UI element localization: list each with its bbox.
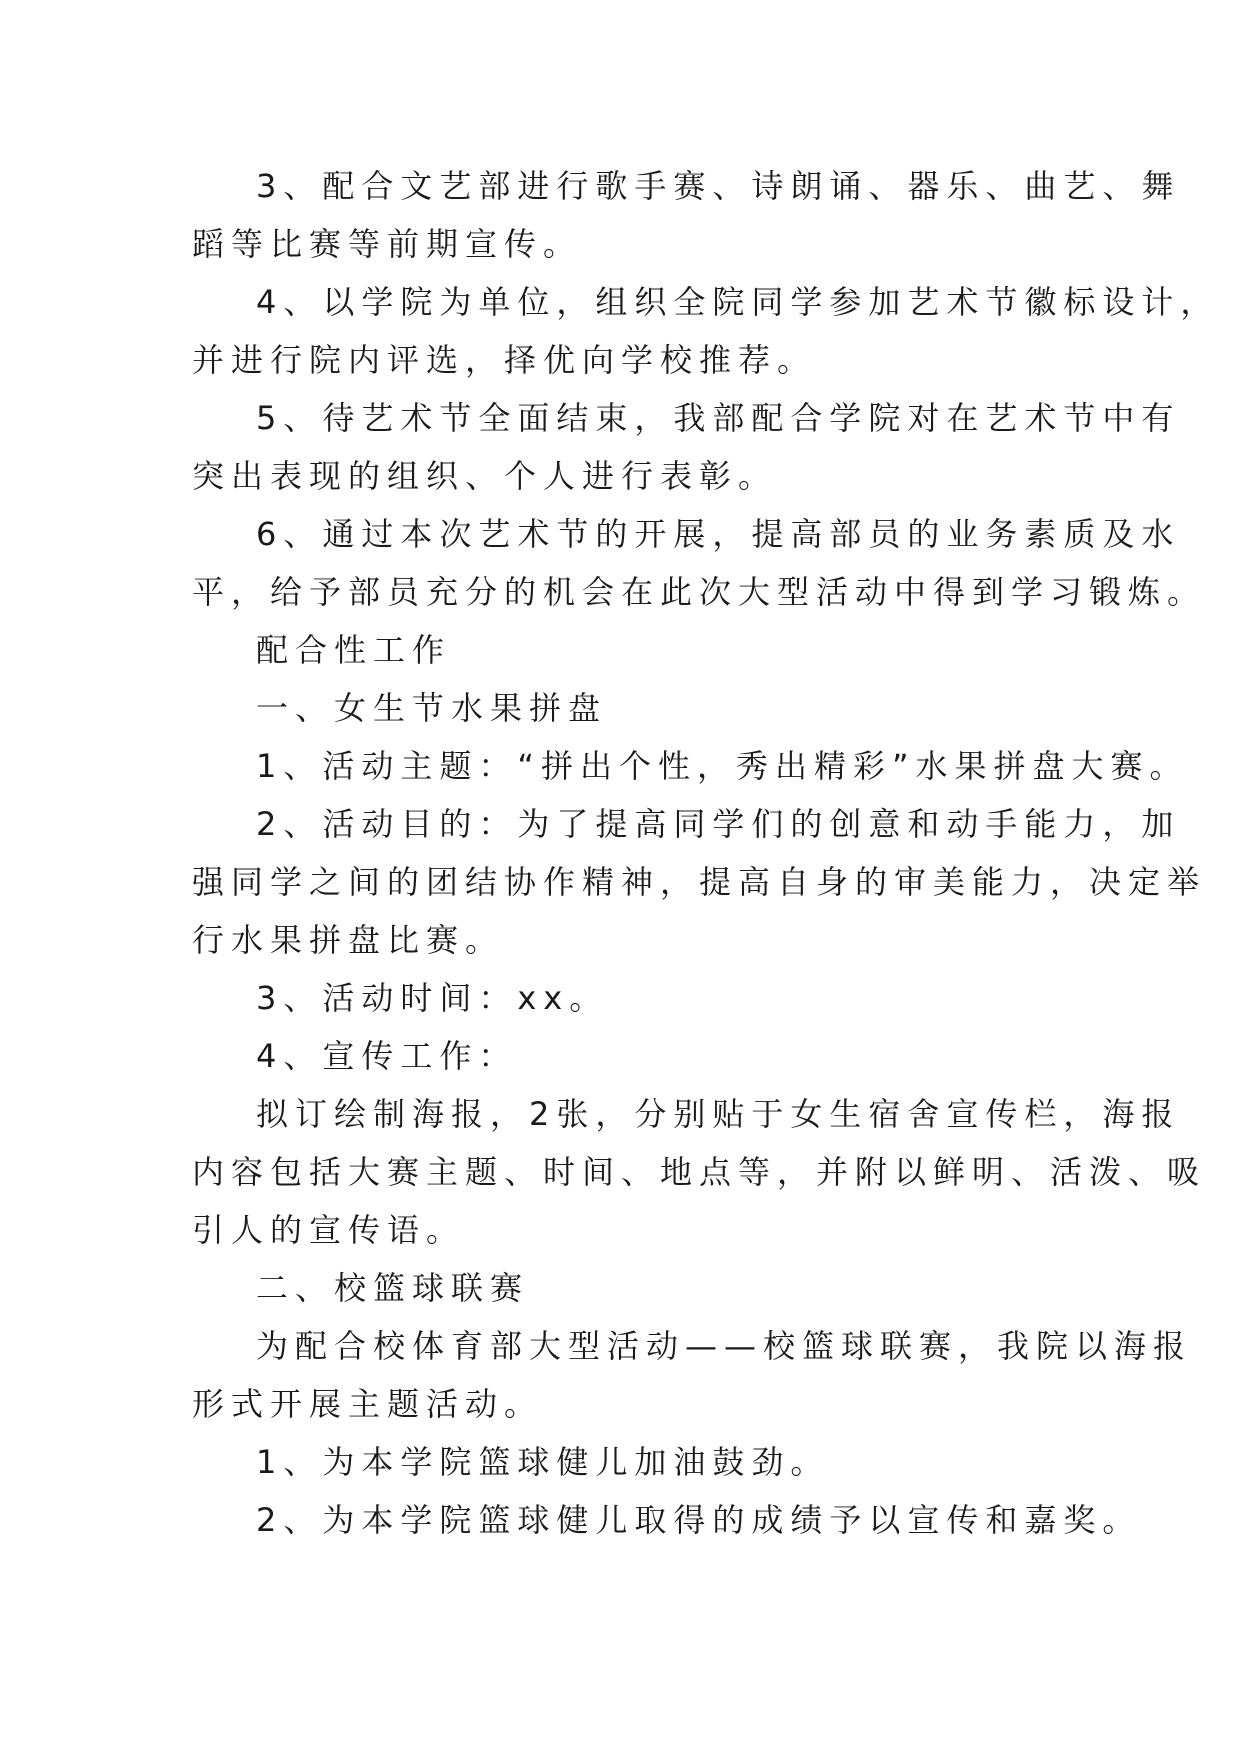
section-heading: 二、校篮球联赛 — [256, 1269, 530, 1307]
paragraph-line: 为配合校体育部大型活动——校篮球联赛，我院以海报 — [256, 1327, 1193, 1365]
paragraph-line: 拟订绘制海报，2张，分别贴于女生宿舍宣传栏，海报 — [256, 1095, 1181, 1133]
paragraph-line: 4、宣传工作： — [256, 1037, 518, 1075]
paragraph-line: 3、配合文艺部进行歌手赛、诗朗诵、器乐、曲艺、舞 — [256, 167, 1181, 205]
paragraph-line: 平，给予部员充分的机会在此次大型活动中得到学习锻炼。 — [192, 573, 1207, 611]
paragraph-line: 3、活动时间：xx。 — [256, 979, 609, 1017]
paragraph-line: 并进行院内评选，择优向学校推荐。 — [192, 341, 817, 379]
paragraph-line: 6、通过本次艺术节的开展，提高部员的业务素质及水 — [256, 515, 1181, 553]
paragraph-line: 形式开展主题活动。 — [192, 1385, 544, 1423]
paragraph-line: 5、待艺术节全面结束，我部配合学院对在艺术节中有 — [256, 399, 1181, 437]
paragraph-line: 突出表现的组织、个人进行表彰。 — [192, 457, 778, 495]
section-heading: 配合性工作 — [256, 631, 452, 669]
section-heading: 一、女生节水果拼盘 — [256, 689, 608, 727]
paragraph-line: 强同学之间的团结协作精神，提高自身的审美能力，决定举 — [192, 863, 1207, 901]
paragraph-line: 内容包括大赛主题、时间、地点等，并附以鲜明、活泼、吸 — [192, 1153, 1207, 1191]
paragraph-line: 行水果拼盘比赛。 — [192, 921, 505, 959]
paragraph-line: 蹈等比赛等前期宣传。 — [192, 225, 583, 263]
paragraph-line: 2、为本学院篮球健儿取得的成绩予以宣传和嘉奖。 — [256, 1501, 1142, 1539]
paragraph-line: 1、为本学院篮球健儿加油鼓劲。 — [256, 1443, 830, 1481]
paragraph-line: 引人的宣传语。 — [192, 1211, 466, 1249]
paragraph-line: 2、活动目的：为了提高同学们的创意和动手能力，加 — [256, 805, 1181, 843]
paragraph-line: 4、以学院为单位，组织全院同学参加艺术节徽标设计， — [256, 283, 1220, 321]
document-body — [192, 157, 1220, 1549]
paragraph-line: 1、活动主题：“拼出个性，秀出精彩”水果拼盘大赛。 — [256, 747, 1189, 785]
